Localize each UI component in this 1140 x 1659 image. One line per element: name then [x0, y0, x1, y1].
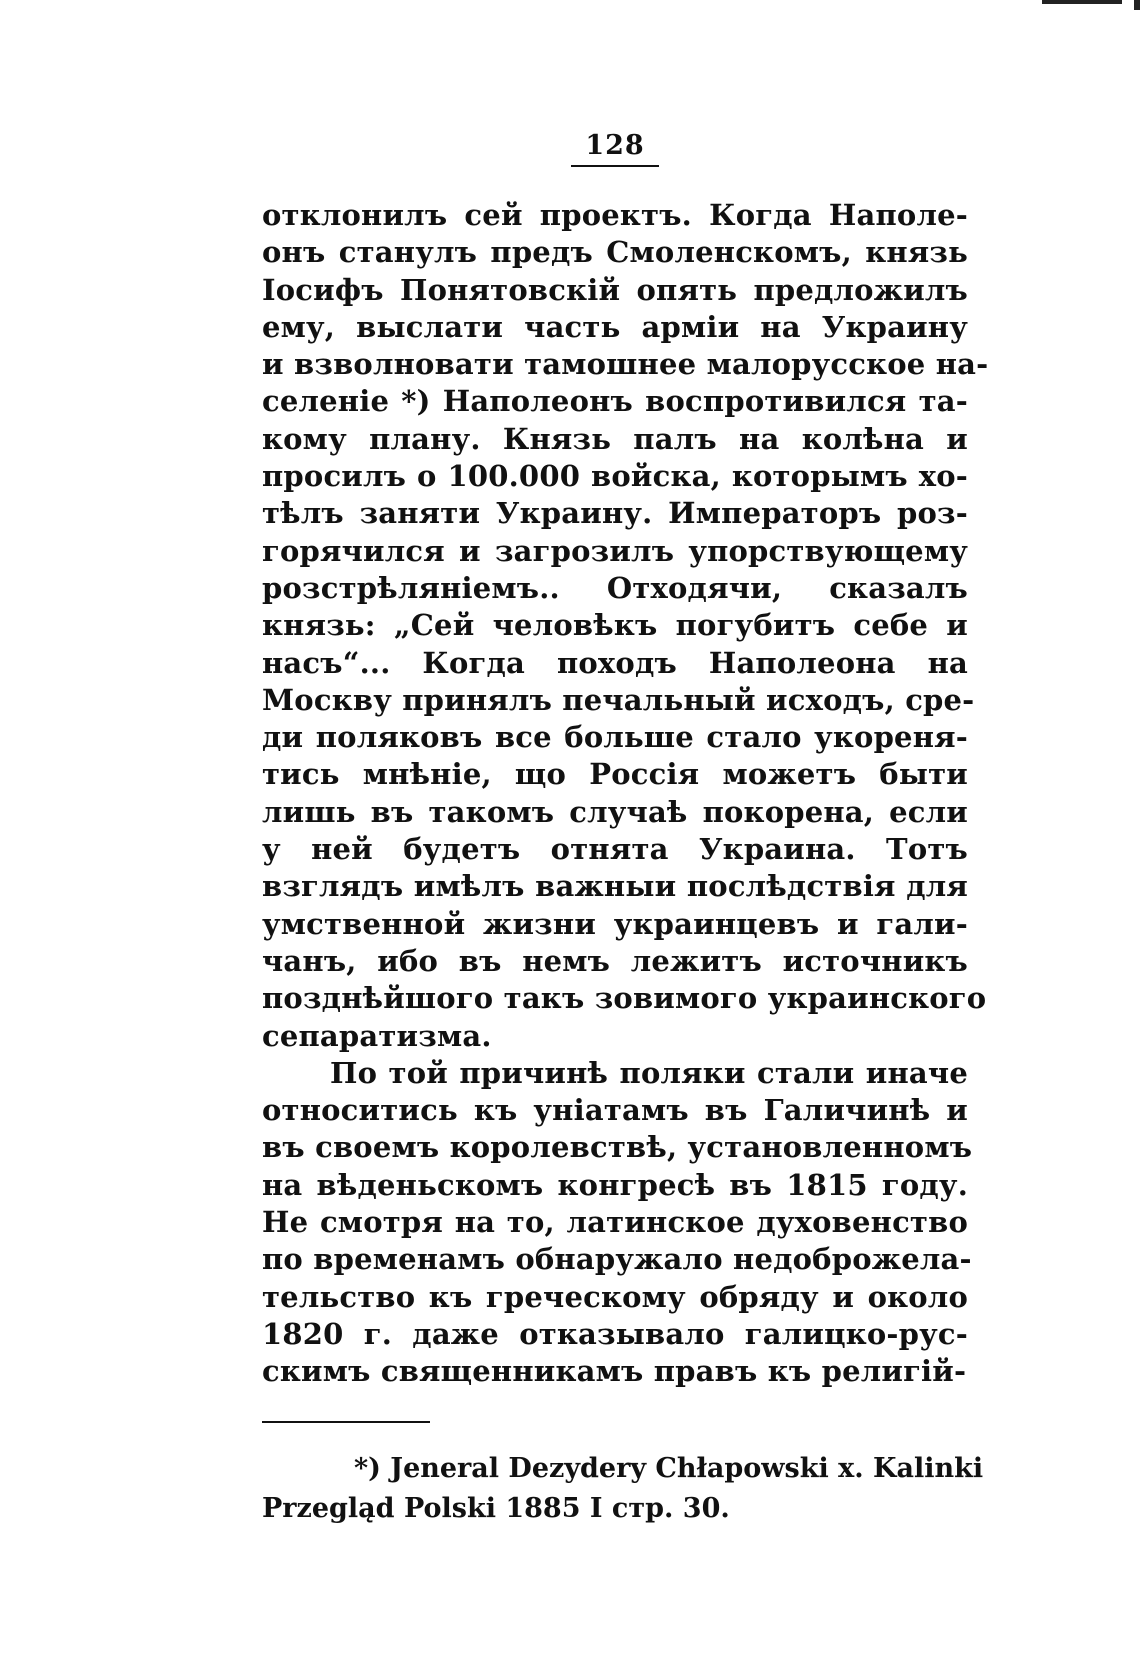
text-line: въ своемъ королевствѣ, установленномъ: [262, 1130, 973, 1165]
text-line: онъ станулъ предъ Смоленскомъ, князь: [262, 235, 968, 270]
footnote-line-1: *) Jeneral Dezydery Chłapowski x. Kalinki: [354, 1452, 984, 1484]
text-line: сепаратизма.: [262, 1018, 492, 1053]
text-line: По той причинѣ поляки стали иначе: [330, 1055, 968, 1090]
paragraph-1: [262, 197, 989, 1055]
text-line: умственной жизни украинцевъ и гали-: [262, 906, 968, 941]
text-line: на вѣденьскомъ конгресѣ въ 1815 году.: [262, 1167, 968, 1202]
text-line: позднѣйшого такъ зовимого украинского: [262, 981, 987, 1016]
text-line: просилъ о 100.000 войска, которымъ хо-: [262, 459, 968, 494]
text-line: селеніе *) Наполеонъ воспротивился та-: [262, 384, 968, 419]
text-line: относитись къ уніатамъ въ Галичинѣ и: [262, 1093, 968, 1128]
footnote: [262, 1449, 984, 1529]
page-number-text: 128: [571, 130, 658, 167]
text-line: 1820 г. даже отказывало галицко-рус-: [262, 1316, 968, 1351]
text-line: и взволновати тамошнее малорусское на-: [262, 347, 989, 382]
text-line: кому плану. Князь палъ на колѣна и: [262, 421, 968, 456]
text-line: лишь въ такомъ случаѣ покорена, если: [262, 794, 968, 829]
text-line: Іосифъ Понятовскій опять предложилъ: [262, 272, 968, 307]
text-line: горячился и загрозилъ упорствующему: [262, 533, 968, 568]
text-line: Не смотря на то, латинское духовенство: [262, 1205, 968, 1240]
paragraph-2: [262, 1055, 973, 1391]
text-line: Москву принялъ печальный исходъ, сре-: [262, 682, 975, 717]
page-number: [262, 130, 968, 167]
footnote-line-2: Przegląd Polski 1885 I стр. 30.: [262, 1492, 730, 1524]
text-line: розстрѣляніемъ.. Отходячи, сказалъ: [262, 570, 968, 605]
text-line: у ней будетъ отнята Украина. Тотъ: [262, 832, 968, 867]
text-line: скимъ священникамъ правъ къ религій-: [262, 1354, 967, 1389]
text-line: князь: „Сей человѣкъ погубитъ себе и: [262, 608, 968, 643]
text-line: тись мнѣніе, що Россія можетъ быти: [262, 757, 968, 792]
text-line: тѣлъ заняти Украину. Императоръ роз-: [262, 496, 968, 531]
scan-edge-mark-corner: [1134, 0, 1140, 10]
text-line: ди поляковъ все больше стало укореня-: [262, 720, 968, 755]
text-line: ему, выслати часть арміи на Украину: [262, 309, 968, 344]
text-line: насъ“... Когда походъ Наполеона на: [262, 645, 968, 680]
text-line: по временамъ обнаружало недоброжела-: [262, 1242, 972, 1277]
footnote-divider: [262, 1421, 430, 1423]
scan-edge-mark: [1042, 0, 1122, 4]
text-line: взглядъ имѣлъ важныи послѣдствія для: [262, 869, 968, 904]
text-line: отклонилъ сей проектъ. Когда Наполе-: [262, 198, 968, 232]
book-page: [262, 130, 989, 1529]
text-line: чанъ, ибо въ немъ лежитъ источникъ: [262, 943, 968, 978]
text-line: тельство къ греческому обряду и около: [262, 1279, 968, 1314]
